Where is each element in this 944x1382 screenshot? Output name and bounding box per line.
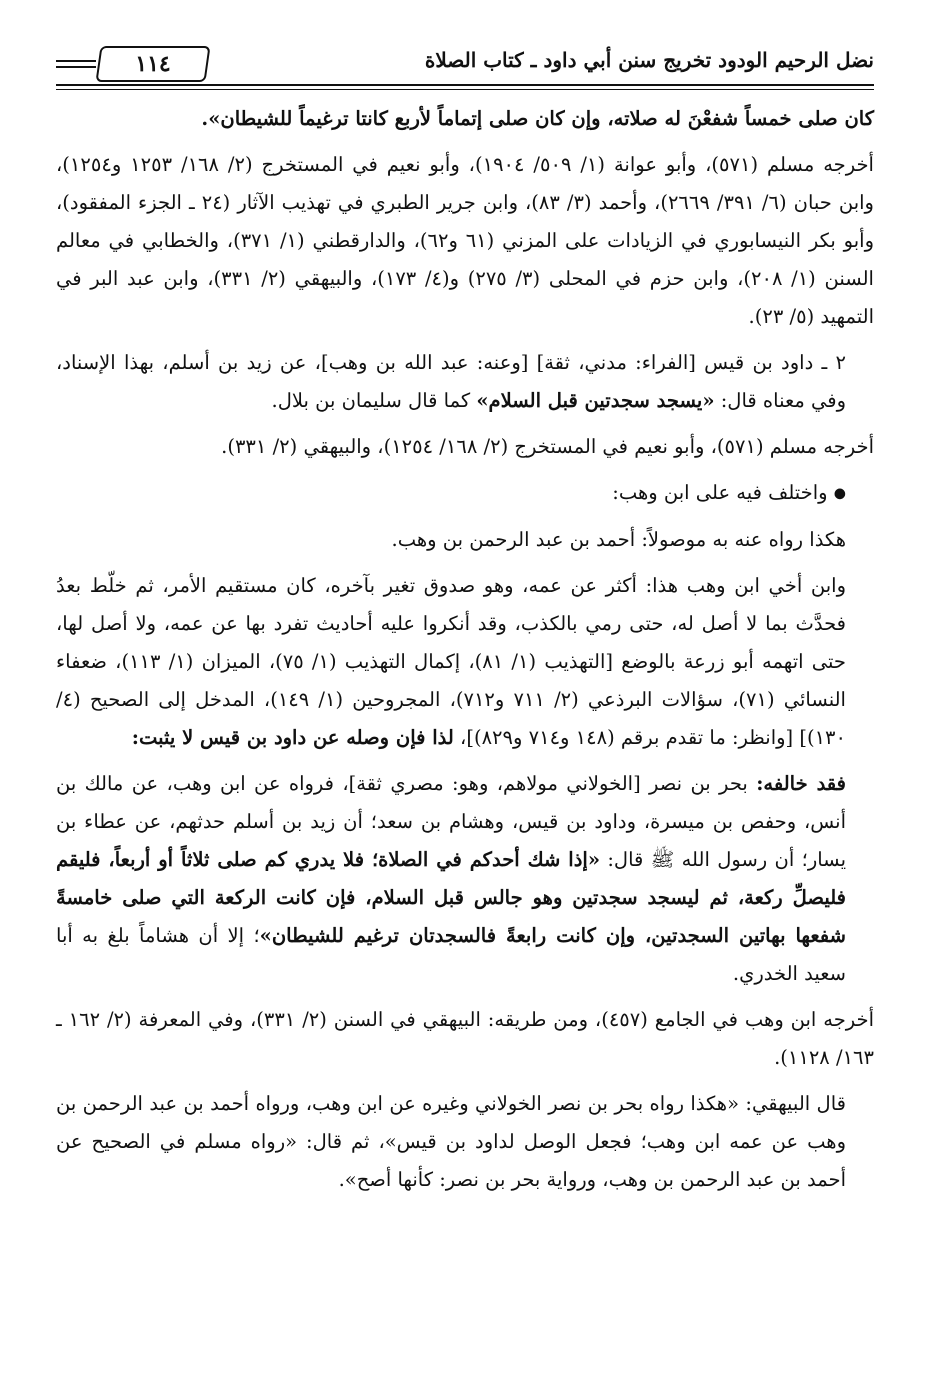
narration-text: كما قال سليمان بن بلال. bbox=[271, 389, 477, 412]
paragraph-9 bbox=[56, 1001, 874, 1077]
takhrij-text: أخرجه مسلم (٥٧١)، وأبو نعيم في المستخرج (٢/ ١٦٨/ ١٢٥٤)، والبيهقي (٢/ ٣٣١). bbox=[221, 435, 874, 458]
note-text: هكذا رواه عنه به موصولاً: أحمد بن عبد الرحمن بن وهب. bbox=[391, 527, 846, 551]
note-text: وابن أخي ابن وهب هذا: أكثر عن عمه، وهو صدوق تغير بآخره، كان مستقيم الأمر، ثم خلّط بعدُ فحدَّث بما لا أصل له، حتى رمي بالكذب، وقد أنكروا عليه أحاديث تفرد بها عن عمه، ولا أصل لها، حتى اتهمه أبو زرعة بالوضع [التهذيب (١/ ٨١)، إكمال التهذيب (١/ ٧٥)، الميزان (١/ ١١٣)، ضعفاء النسائي (٧١)، سؤالات البرذعي (٢/ ٧١١ و٧١٢)، المجروحين (١/ ١٤٩)، المدخل إلى الصحيح (٤/ ١٣٠)] [وانظر: ما تقدم برقم (١٤٨ و٧١٤ و٨٢٩)]، bbox=[56, 573, 846, 749]
paragraph-1 bbox=[56, 100, 874, 138]
paragraph-4 bbox=[56, 428, 874, 466]
paragraph-10 bbox=[56, 1085, 874, 1199]
takhrij-text: أخرجه ابن وهب في الجامع (٤٥٧)، ومن طريقه: البيهقي في السنن (٢/ ٣٣١)، وفي المعرفة (٢/ ١٦٢ ـ ١٦٣/ ١١٢٨). bbox=[56, 1007, 874, 1069]
narration-text: ؛ إلا أن هشاماً بلغ به أبا سعيد الخدري. bbox=[56, 923, 846, 985]
section-lead: فقد خالفه: bbox=[756, 771, 846, 795]
hadith-quote: «يسجد سجدتين قبل السلام» bbox=[476, 389, 715, 412]
quote-text: قال البيهقي: «هكذا رواه بحر بن نصر الخولاني وغيره عن ابن وهب، ورواه أحمد بن عبد الرحمن بن وهب عن عمه ابن وهب؛ فجعل الوصل لداود بن قيس»، ثم قال: «رواه مسلم في الصحيح عن أحمد بن عبد الرحمن بن وهب، ورواية بحر بن نصر: كأنها أصح». bbox=[56, 1091, 846, 1191]
conclusion-text: لذا فإن وصله عن داود بن قيس لا يثبت: bbox=[131, 725, 454, 749]
header-ornament bbox=[56, 60, 96, 62]
paragraph-2 bbox=[56, 146, 874, 336]
running-title: نضل الرحيم الودود تخريج سنن أبي داود ـ كتاب الصلاة bbox=[424, 48, 874, 72]
header-ornament bbox=[56, 66, 96, 68]
narration-text: بحر بن نصر [الخولاني مولاهم، وهو: مصري ثقة]، فرواه عن ابن وهب، عن مالك بن أنس، وحفص بن ميسرة، وداود بن قيس، وهشام بن سعد؛ أن زيد بن أسلم حدثهم، عن عطاء بن يسار؛ أن رسول الله ﷺ قال: bbox=[56, 771, 846, 871]
paragraph-3 bbox=[56, 344, 874, 420]
header-rule bbox=[56, 89, 874, 90]
page-number-text: ١١٤ bbox=[135, 51, 171, 77]
header-rule bbox=[56, 84, 874, 86]
paragraph-8 bbox=[56, 765, 874, 993]
note-text: واختلف فيه على ابن وهب: bbox=[612, 481, 828, 504]
paragraph-6 bbox=[56, 521, 874, 559]
bullet-icon: ● bbox=[833, 485, 846, 502]
running-header bbox=[56, 40, 874, 100]
narration-text: ٢ ـ داود بن قيس [الفراء: مدني، ثقة] [وعنه: عبد الله بن وهب]، عن زيد بن أسلم، بهذا الإسناد، وفي معناه قال: bbox=[56, 351, 846, 412]
hadith-text: كان صلى خمساً شفعْنَ له صلاته، وإن كان صلى إتماماً لأربع كانتا ترغيماً للشيطان». bbox=[201, 107, 874, 130]
book-page bbox=[56, 40, 874, 1360]
page-number bbox=[98, 46, 208, 82]
paragraph-7 bbox=[56, 567, 874, 757]
takhrij-text: أخرجه مسلم (٥٧١)، وأبو عوانة (١/ ٥٠٩/ ١٩٠٤)، وأبو نعيم في المستخرج (٢/ ١٦٨/ ١٢٥٣ و١٢٥٤)، وابن حبان (٦/ ٣٩١/ ٢٦٦٩)، وأحمد (٣/ ٨٣)، وابن جرير الطبري في تهذيب الآثار (٢٤ ـ الجزء المفقود)، وأبو بكر النيسابوري في الزيادات على المزني (٦١ و٦٢)، والدارقطني (١/ ٣٧١)، والخطابي في معالم السنن (١/ ٢٠٨)، وابن حزم في المحلى (٣/ ٢٧٥) و(٤/ ١٧٣)، والبيهقي (٢/ ٣٣١)، وابن عبد البر في التمهيد (٥/ ٢٣). bbox=[56, 153, 874, 328]
page-body bbox=[56, 100, 874, 1199]
paragraph-5 bbox=[56, 474, 874, 513]
hadith-quote: «إذا شك أحدكم في الصلاة؛ فلا يدري كم صلى ثلاثاً أو أربعاً، فليقم فليصلِّ ركعة، ثم ليسجد سجدتين وهو جالس قبل السلام، فإن كانت الركعة التي صلى خامسةً شفعها بهاتين السجدتين، وإن كانت رابعةً فالسجدتان ترغيم للشيطان» bbox=[56, 847, 846, 947]
